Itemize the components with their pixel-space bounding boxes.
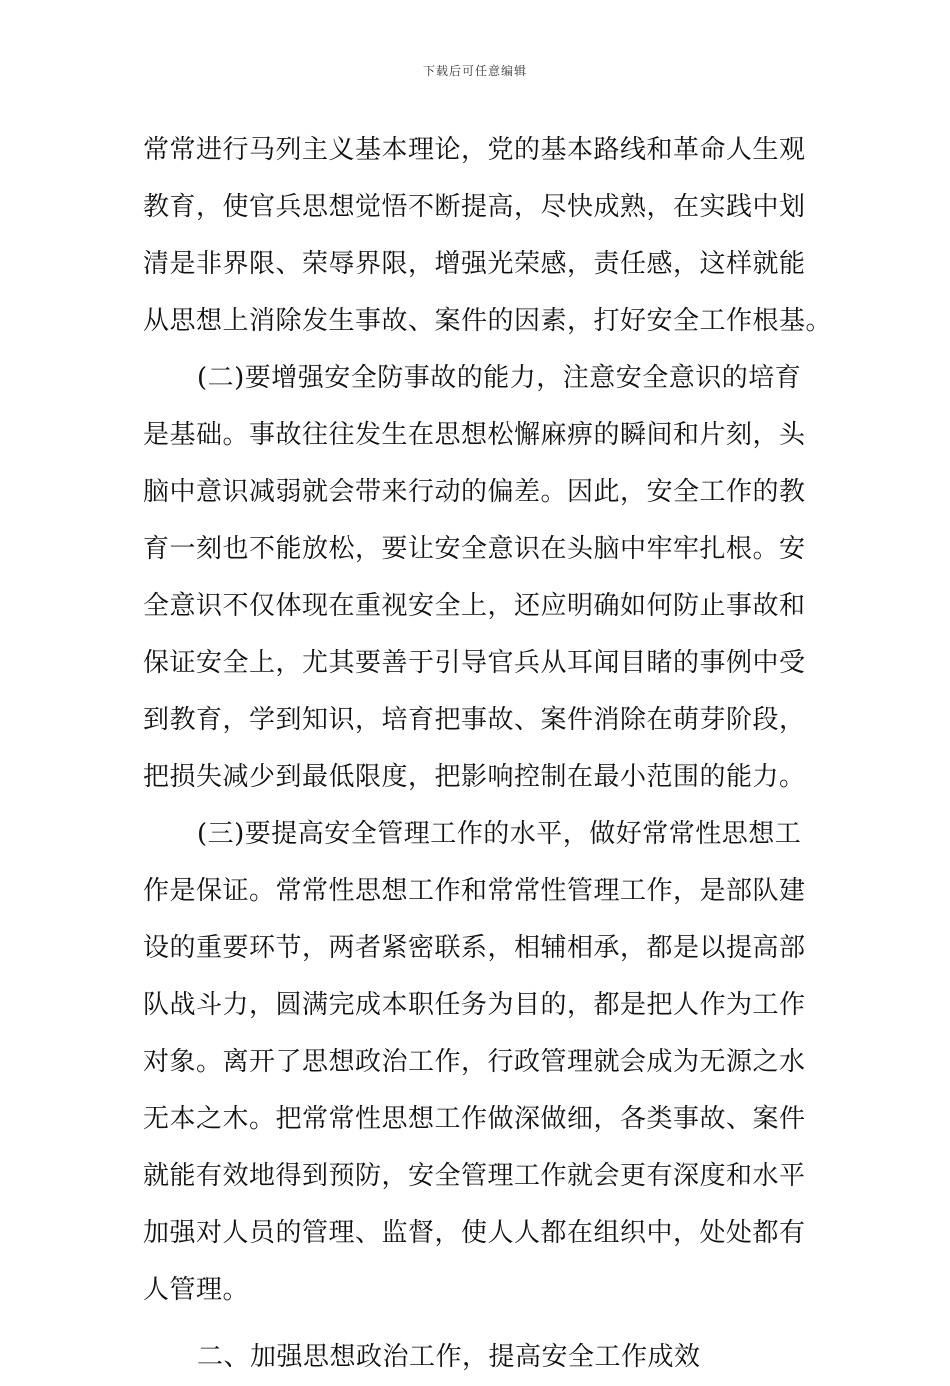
text-line: 设的重要环节，两者紧密联系，相辅相承，都是以提高部 — [143, 933, 806, 963]
text-line: 是基础。事故往往发生在思想松懈麻痹的瞬间和片刻，头 — [143, 420, 806, 450]
text-line: 人管理。 — [143, 1275, 250, 1305]
text-line: 对象。离开了思想政治工作，行政管理就会成为无源之水 — [143, 1047, 806, 1077]
paragraph-2 — [143, 350, 809, 806]
text-line: 育一刻也不能放松，要让安全意识在头脑中牢牢扎根。安 — [143, 534, 806, 564]
text-line: 作是保证。常常性思想工作和常常性管理工作，是部队建 — [143, 876, 806, 906]
text-line: 把损失减少到最低限度，把影响控制在最小范围的能力。 — [143, 762, 806, 792]
text-line: 常常进行马列主义基本理论，党的基本路线和革命人生观 — [143, 135, 806, 165]
text-line: (二)要增强安全防事故的能力，注意安全意识的培育 — [197, 363, 802, 393]
paragraph-4 — [143, 1329, 809, 1386]
text-line: 从思想上消除发生事故、案件的因素，打好安全工作根基。 — [143, 306, 833, 336]
text-line: 就能有效地得到预防，安全管理工作就会更有深度和水平 — [143, 1161, 806, 1191]
page-header: 下载后可任意编辑 — [422, 64, 527, 78]
paragraph-3 — [143, 806, 809, 1319]
text-line: 到教育，学到知识，培育把事故、案件消除在萌芽阶段， — [143, 705, 806, 735]
text-line: 脑中意识减弱就会带来行动的偏差。因此，安全工作的教 — [143, 477, 806, 507]
document-body — [143, 122, 833, 1386]
text-line: 队战斗力，圆满完成本职任务为目的，都是把人作为工作 — [143, 990, 806, 1020]
paragraph-1 — [143, 122, 833, 350]
text-line: 清是非界限、荣辱界限，增强光荣感，责任感，这样就能 — [143, 249, 806, 279]
section-heading: 二、加强思想政治工作，提高安全工作成效 — [197, 1342, 701, 1372]
text-line: 加强对人员的管理、监督，使人人都在组织中，处处都有 — [143, 1218, 806, 1248]
text-line: 保证安全上，尤其要善于引导官兵从耳闻目睹的事例中受 — [143, 648, 806, 678]
paragraph-gap — [143, 1319, 809, 1329]
text-line: 无本之木。把常常性思想工作做深做细，各类事故、案件 — [143, 1104, 806, 1134]
text-line: 教育，使官兵思想觉悟不断提高，尽快成熟，在实践中划 — [143, 192, 806, 222]
text-line: 全意识不仅体现在重视安全上，还应明确如何防止事故和 — [143, 591, 806, 621]
text-line: (三)要提高安全管理工作的水平，做好常常性思想工 — [197, 819, 802, 849]
